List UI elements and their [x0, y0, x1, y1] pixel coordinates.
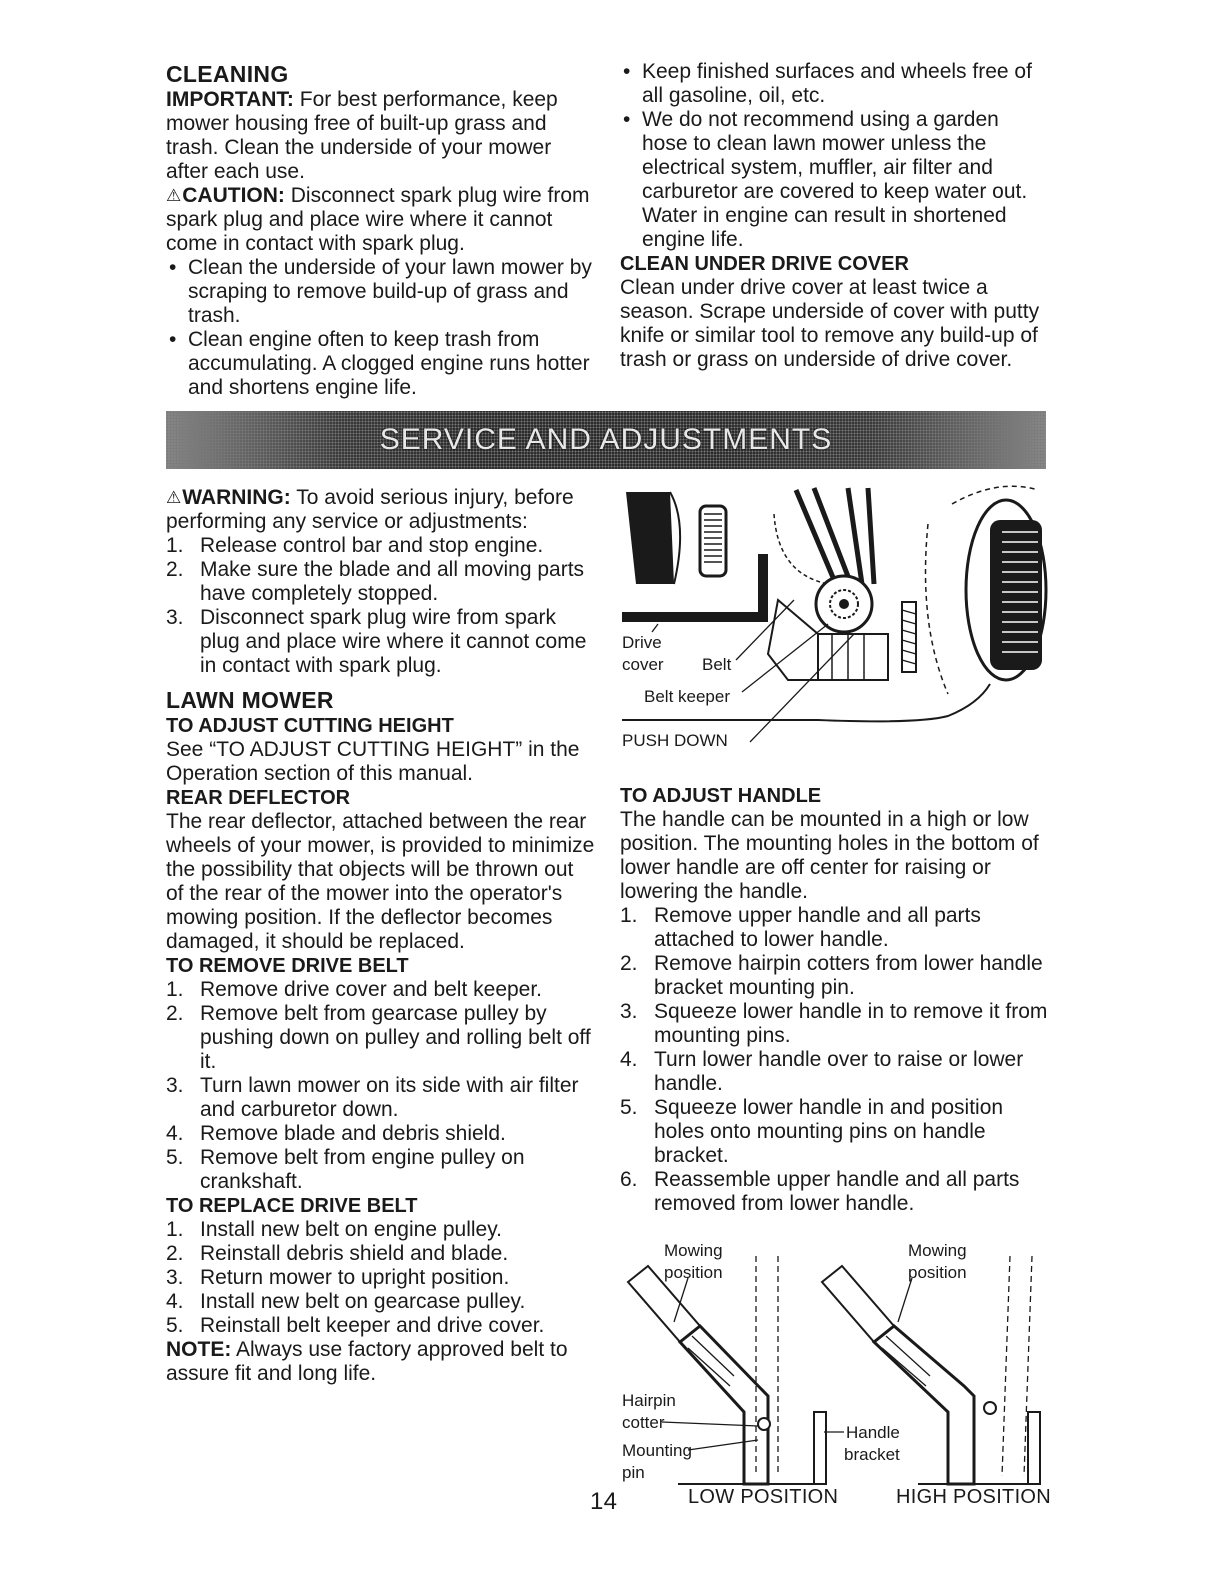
- cleaning-continued-bullets: [620, 60, 1045, 252]
- list-item: • Clean the underside of your lawn mower by scraping to remove build-up of grass and trash.: [166, 256, 596, 328]
- label-cover: cover: [622, 655, 664, 674]
- caution-paragraph: [166, 184, 596, 256]
- low-mowing-label: Mowing: [664, 1241, 723, 1260]
- cleaning-section: [166, 60, 596, 400]
- list-item: 5. Remove belt from engine pulley on crankshaft.: [166, 1146, 525, 1193]
- handle-heading: TO ADJUST HANDLE: [620, 785, 822, 807]
- warning-steps: [166, 534, 596, 678]
- rear-deflector-text: The rear deflector, attached between the rear wheels of your mower, is provided to minimize the possibility that objects will be thrown out of the rear of the mower into the operator's mowing position. If the deflector becomes damaged, it should be replaced.: [166, 810, 595, 953]
- high-position-caption: HIGH POSITION: [896, 1486, 1052, 1508]
- caution-label: CAUTION:: [182, 184, 285, 207]
- high-mowing-label: Mowing: [908, 1241, 967, 1260]
- replace-belt-steps: [166, 1218, 596, 1338]
- service-section: [166, 486, 596, 1386]
- warning-paragraph: [166, 486, 596, 534]
- list-item: 2. Make sure the blade and all moving parts have completely stopped.: [166, 558, 585, 605]
- hairpin-label: Hairpin: [622, 1391, 676, 1410]
- important-text: For best performance, keep mower housing free of built-up grass and trash. Clean the underside of your mower after each use.: [166, 88, 558, 183]
- note-label: NOTE:: [166, 1338, 232, 1361]
- page-number: 14: [590, 1488, 618, 1515]
- caution-text: Disconnect spark plug wire from spark plug and place wire where it cannot come in contact with spark plug.: [166, 184, 590, 255]
- list-item: 6. Reassemble upper handle and all parts removed from lower handle.: [620, 1168, 1020, 1215]
- list-item: 3. Turn lawn mower on its side with air filter and carburetor down.: [166, 1074, 579, 1121]
- section-banner: [166, 411, 1046, 469]
- list-item: 3. Disconnect spark plug wire from spark plug and place wire where it cannot come in contact with spark plug.: [166, 606, 587, 677]
- warning-icon: ⚠: [166, 488, 182, 507]
- rear-wheel-shape: [626, 492, 674, 584]
- handle-label: Handle: [846, 1423, 900, 1442]
- list-item: 4. Install new belt on gearcase pulley.: [166, 1290, 526, 1313]
- list-item: 2. Reinstall debris shield and blade.: [166, 1242, 509, 1265]
- cutting-height-text: See “TO ADJUST CUTTING HEIGHT” in the Operation section of this manual.: [166, 738, 580, 785]
- handle-text: The handle can be mounted in a high or low position. The mounting holes in the bottom of lower handle are off center for raising or lowering the handle.: [620, 808, 1039, 903]
- adjust-handle-section: [620, 784, 1050, 1216]
- high-position-label: position: [908, 1263, 967, 1282]
- list-item: 2. Remove hairpin cotters from lower handle bracket mounting pin.: [620, 952, 1043, 999]
- list-item: 3. Return mower to upright position.: [166, 1266, 510, 1289]
- mounting-label: Mounting: [622, 1441, 692, 1460]
- cleaning-heading: CLEANING: [166, 61, 289, 87]
- low-position-caption: LOW POSITION: [688, 1486, 839, 1508]
- important-label: IMPORTANT:: [166, 88, 294, 111]
- drive-cover-heading: CLEAN UNDER DRIVE COVER: [620, 253, 909, 275]
- lawn-mower-heading: LAWN MOWER: [166, 687, 334, 713]
- label-belt: Belt: [702, 655, 732, 674]
- list-item: 2. Remove belt from gearcase pulley by pushing down on pulley and rolling belt off it.: [166, 1002, 591, 1073]
- caution-icon: ⚠: [166, 186, 182, 205]
- list-item: • We do not recommend using a garden hose to clean lawn mower unless the electrical system, muffler, air filter and carburetor are covered to keep water out. Water in engine can result in shortened engine life.: [620, 108, 1045, 252]
- label-belt-keeper: Belt keeper: [644, 687, 730, 706]
- list-item: 4. Turn lower handle over to raise or lower handle.: [620, 1048, 1024, 1095]
- cleaning-bullet-list: [166, 256, 596, 400]
- list-item: 1. Remove drive cover and belt keeper.: [166, 978, 543, 1001]
- list-item: 4. Remove blade and debris shield.: [166, 1122, 506, 1145]
- small-pulley: [700, 506, 726, 576]
- handle-steps: [620, 904, 1050, 1216]
- list-item: 1. Install new belt on engine pulley.: [166, 1218, 502, 1241]
- drive-cover-text: Clean under drive cover at least twice a season. Scrape underside of cover with putty knife or similar tool to remove any build-up of trash or grass on underside of drive cover.: [620, 276, 1040, 371]
- handle-position-illustration: [618, 1236, 1058, 1488]
- cutting-height-heading: TO ADJUST CUTTING HEIGHT: [166, 715, 454, 737]
- low-position-label: position: [664, 1263, 723, 1282]
- drive-belt-figure: [618, 484, 1050, 756]
- replace-belt-heading: TO REPLACE DRIVE BELT: [166, 1195, 418, 1217]
- pin-label: pin: [622, 1463, 645, 1482]
- list-item: 5. Reinstall belt keeper and drive cover.: [166, 1314, 545, 1337]
- banner-title: SERVICE AND ADJUSTMENTS: [379, 423, 833, 456]
- warning-text: To avoid serious injury, before performing any service or adjustments:: [166, 486, 574, 533]
- rear-deflector-heading: REAR DEFLECTOR: [166, 787, 351, 809]
- important-paragraph: [166, 88, 596, 184]
- list-item: 1. Remove upper handle and all parts attached to lower handle.: [620, 904, 981, 951]
- remove-belt-heading: TO REMOVE DRIVE BELT: [166, 955, 409, 977]
- handle-position-figure: [618, 1236, 1058, 1488]
- note-paragraph: [166, 1338, 596, 1386]
- cotter-label: cotter: [622, 1413, 665, 1432]
- label-push-down: PUSH DOWN: [622, 731, 728, 750]
- remove-belt-steps: [166, 978, 596, 1194]
- list-item: • Keep finished surfaces and wheels free of all gasoline, oil, etc.: [620, 60, 1045, 108]
- list-item: 1. Release control bar and stop engine.: [166, 534, 544, 557]
- label-drive: Drive: [622, 633, 662, 652]
- note-text: Always use factory approved belt to assure fit and long life.: [166, 1338, 568, 1385]
- warning-label: WARNING:: [182, 486, 291, 509]
- list-item: 5. Squeeze lower handle in and position holes onto mounting pins on handle bracket.: [620, 1096, 1004, 1167]
- bracket-label: bracket: [844, 1445, 900, 1464]
- drive-belt-illustration: [618, 484, 1050, 756]
- cleaning-continued-section: [620, 60, 1045, 372]
- list-item: • Clean engine often to keep trash from accumulating. A clogged engine runs hotter and shortens engine life.: [166, 328, 596, 400]
- gearcase-body: [818, 634, 888, 680]
- list-item: 3. Squeeze lower handle in to remove it from mounting pins.: [620, 1000, 1048, 1047]
